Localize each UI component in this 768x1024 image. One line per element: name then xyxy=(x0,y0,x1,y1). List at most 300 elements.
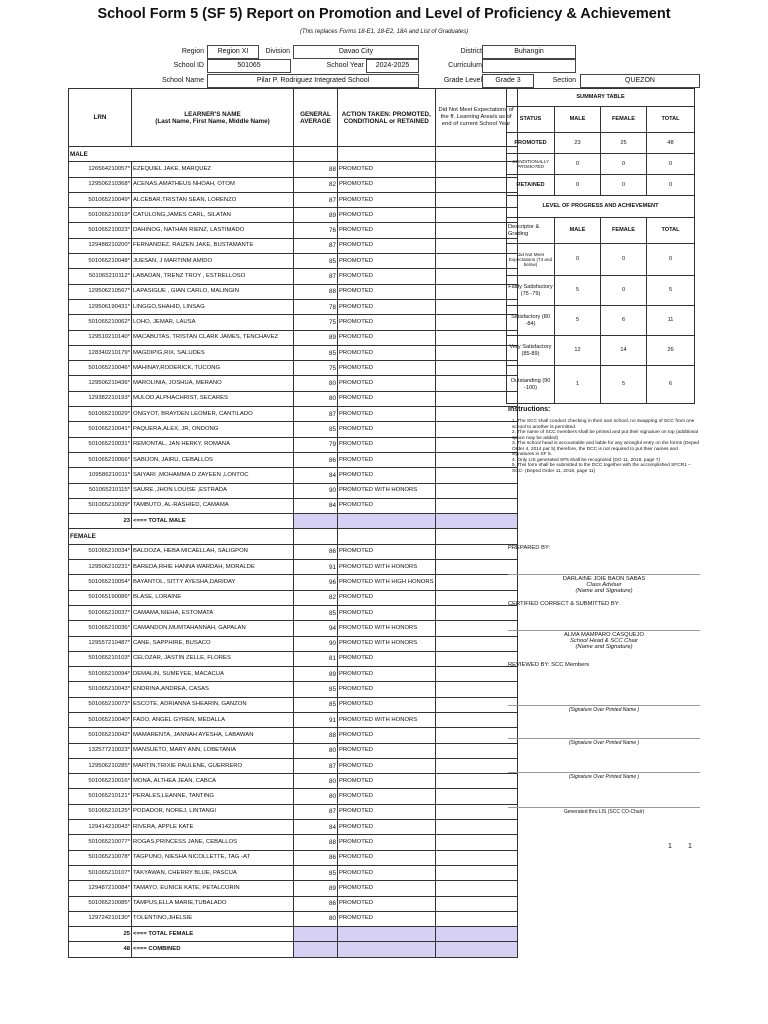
learner-lrn: 501065210031* xyxy=(69,437,132,452)
learner-name: RIVERA, APPLE KATE xyxy=(132,820,294,835)
learner-not-met xyxy=(435,299,517,314)
learner-lrn: 109586210011* xyxy=(69,468,132,483)
learner-action: PROMOTED xyxy=(338,667,436,682)
learner-lrn: 501065210036* xyxy=(69,621,132,636)
learner-average: 94 xyxy=(294,621,338,636)
learner-action: PROMOTED xyxy=(338,820,436,835)
learner-not-met xyxy=(435,896,517,911)
learner-lrn: 501065210041* xyxy=(69,422,132,437)
learner-not-met xyxy=(435,850,517,865)
learner-action: PROMOTED xyxy=(338,896,436,911)
learner-average: 88 xyxy=(294,835,338,850)
learner-not-met xyxy=(435,238,517,253)
learner-action: PROMOTED xyxy=(338,391,436,406)
learner-action: PROMOTED xyxy=(338,758,436,773)
learner-average: 81 xyxy=(294,651,338,666)
learner-action: PROMOTED xyxy=(338,254,436,269)
learner-action: PROMOTED xyxy=(338,437,436,452)
district-value: Buhangin xyxy=(482,45,576,59)
learner-row xyxy=(69,299,518,314)
head-name: ALMA MAMPARO CASQUEJO xyxy=(563,632,645,638)
learner-row xyxy=(69,896,518,911)
learner-lrn: 501065210054* xyxy=(69,575,132,590)
adviser-role: Class Adviser xyxy=(586,582,622,588)
learner-action: PROMOTED xyxy=(338,850,436,865)
learner-action: PROMOTED xyxy=(338,728,436,743)
total-header: TOTAL xyxy=(647,218,695,244)
learner-action: PROMOTED xyxy=(338,407,436,422)
learner-lrn: 501065210029* xyxy=(69,407,132,422)
learner-average: 87 xyxy=(294,238,338,253)
learner-average: 80 xyxy=(294,789,338,804)
learner-action: PROMOTED xyxy=(338,284,436,299)
learner-lrn: 501065210103* xyxy=(69,651,132,666)
learner-action: PROMOTED xyxy=(338,238,436,253)
learner-name: JUESAN, J MARTINM AMIDO xyxy=(132,254,294,269)
empty-cell xyxy=(338,927,436,942)
summary-total: 0 xyxy=(647,154,695,175)
lrn-header: LRN xyxy=(69,89,132,147)
instruction-item: 4. Only LIS generated SF5 shall be recognized (DO 11, 2018, page 7) xyxy=(512,457,661,463)
learner-lrn: 501065210115* xyxy=(69,483,132,498)
signature-line xyxy=(508,738,700,739)
learner-not-met xyxy=(435,437,517,452)
learner-action: PROMOTED xyxy=(338,269,436,284)
level-female: 6 xyxy=(601,306,647,336)
learner-average: 82 xyxy=(294,177,338,192)
learner-row xyxy=(69,804,518,819)
learner-name: TAMBUTO, AL-RASHIED, CAMAMA xyxy=(132,498,294,513)
form-subtitle: (This replaces Forms 18-E1, 18-E2, 18A and List of Graduates) xyxy=(299,29,469,35)
learner-average: 86 xyxy=(294,452,338,467)
learner-action: PROMOTED xyxy=(338,223,436,238)
level-female: 0 xyxy=(601,244,647,276)
female-section-label: FEMALE xyxy=(69,529,294,544)
summary-male: 0 xyxy=(555,175,601,196)
learner-lrn: 501065210077* xyxy=(69,835,132,850)
learner-average: 84 xyxy=(294,820,338,835)
learners-body xyxy=(69,147,518,958)
learner-lrn: 501065210016* xyxy=(69,774,132,789)
learner-not-met xyxy=(435,789,517,804)
learner-name: MACABUTAS, TRISTAN CLARK JAMES, TENCHAVEZ xyxy=(132,330,294,345)
prepared-by-label: PREPARED BY: xyxy=(508,545,551,551)
learner-row xyxy=(69,192,518,207)
learner-lrn: 501065210094* xyxy=(69,667,132,682)
level-total: 11 xyxy=(647,306,695,336)
learner-row xyxy=(69,835,518,850)
learner-not-met xyxy=(435,820,517,835)
level-male: 1 xyxy=(555,366,601,404)
learner-lrn: 501065210039* xyxy=(69,498,132,513)
learner-name: LAPASIGUE , GIAN CARLO, MALINGIN xyxy=(132,284,294,299)
learner-row xyxy=(69,865,518,880)
learner-not-met xyxy=(435,192,517,207)
district-label: District xyxy=(460,48,482,55)
learners-table xyxy=(68,88,518,958)
empty-cell xyxy=(338,147,436,162)
signature-line xyxy=(508,705,700,706)
learner-average: 85 xyxy=(294,254,338,269)
summary-male: 0 xyxy=(555,154,601,175)
learner-not-met xyxy=(435,315,517,330)
summary-female: 25 xyxy=(601,133,647,154)
learner-average: 82 xyxy=(294,590,338,605)
learner-name: BAREDA,RHIE HANNA WARDAH, MORALDE xyxy=(132,560,294,575)
learner-name: ENDRINA,ANDREA, CASAS xyxy=(132,682,294,697)
combined-row xyxy=(69,942,518,957)
learner-name: DAHINOG, NATHAN RIENZ, LASTIMADO xyxy=(132,223,294,238)
instruction-item: 1. The SCC shall conduct checking in their own school, no swapping of SCC from one school to another is permitted. xyxy=(512,419,695,430)
printed-name-2: (Signature Over Printed Name ) xyxy=(568,740,640,746)
learner-average: 80 xyxy=(294,391,338,406)
learner-not-met xyxy=(435,468,517,483)
combined-row-count: 48 xyxy=(69,942,132,957)
learner-average: 80 xyxy=(294,376,338,391)
learner-action: PROMOTED xyxy=(338,208,436,223)
learner-row xyxy=(69,468,518,483)
average-header: GENERAL AVERAGE xyxy=(294,89,338,147)
learner-average: 89 xyxy=(294,208,338,223)
learner-name: BLASE, LORAINE xyxy=(132,590,294,605)
learner-not-met xyxy=(435,682,517,697)
learner-action: PROMOTED xyxy=(338,911,436,926)
learner-not-met xyxy=(435,254,517,269)
learner-action: PROMOTED xyxy=(338,865,436,880)
learner-action: PROMOTED xyxy=(338,804,436,819)
learner-name: TOLENTINO,JHELSIE xyxy=(132,911,294,926)
learner-not-met xyxy=(435,621,517,636)
learner-average: 90 xyxy=(294,636,338,651)
learner-not-met xyxy=(435,865,517,880)
learner-lrn: 501065210034* xyxy=(69,544,132,559)
learner-not-met xyxy=(435,667,517,682)
learner-action: PROMOTED WITH HONORS xyxy=(338,636,436,651)
learner-lrn: 129724210130* xyxy=(69,911,132,926)
level-male: 5 xyxy=(555,276,601,306)
learner-row xyxy=(69,269,518,284)
learner-average: 85 xyxy=(294,697,338,712)
learner-lrn: 129506210285* xyxy=(69,758,132,773)
level-male: 12 xyxy=(555,336,601,366)
learner-not-met xyxy=(435,452,517,467)
learner-action: PROMOTED xyxy=(338,743,436,758)
learner-name: REMONTAL, JAN HERKY, ROMANA xyxy=(132,437,294,452)
learner-action: PROMOTED xyxy=(338,345,436,360)
learner-action: PROMOTED xyxy=(338,376,436,391)
learner-action: PROMOTED xyxy=(338,590,436,605)
empty-cell xyxy=(338,514,436,529)
learner-name: TAMPUS,ELLA MARIE,TUBALADO xyxy=(132,896,294,911)
learner-action: PROMOTED xyxy=(338,452,436,467)
learner-not-met xyxy=(435,162,517,177)
learner-row xyxy=(69,728,518,743)
learner-row xyxy=(69,437,518,452)
learner-average: 84 xyxy=(294,498,338,513)
learner-action: PROMOTED xyxy=(338,330,436,345)
level-descriptor: Fairly Satisfactory (75 -79) xyxy=(507,276,555,306)
learner-average: 91 xyxy=(294,560,338,575)
level-total: 6 xyxy=(647,366,695,404)
learner-row xyxy=(69,758,518,773)
learner-name: DEMALIN, SUMEYEE, MACACUA xyxy=(132,667,294,682)
reviewed-label: REVIEWED BY: SCC Members xyxy=(508,662,590,668)
not-met-header: Did Not Meet Expectations of the ff. Learning Area/s as of end of current School Year xyxy=(435,89,517,147)
summary-female: 0 xyxy=(601,175,647,196)
learner-action: PROMOTED xyxy=(338,697,436,712)
learner-average: 90 xyxy=(294,483,338,498)
learner-lrn: 501065210037* xyxy=(69,605,132,620)
school-year-label: School Year xyxy=(326,62,364,69)
empty-cell xyxy=(435,529,517,544)
learner-row xyxy=(69,820,518,835)
learner-name: FADO, ANGEL GYREN, MEDALLA xyxy=(132,712,294,727)
learner-row xyxy=(69,452,518,467)
learner-not-met xyxy=(435,269,517,284)
learner-not-met xyxy=(435,284,517,299)
learner-lrn: 501065210125* xyxy=(69,804,132,819)
female-header: FEMALE xyxy=(601,218,647,244)
name-header: LEARNER'S NAME (Last Name, First Name, Middle Name) xyxy=(132,89,294,147)
learner-name: TAKYAWAN, CHERRY BLUE, PASCUA xyxy=(132,865,294,880)
learner-lrn: 129488210200* xyxy=(69,238,132,253)
male-section-label: MALE xyxy=(69,147,294,162)
grade-level-value: Grade 3 xyxy=(482,74,534,88)
learner-action: PROMOTED WITH HIGH HONORS xyxy=(338,575,436,590)
learner-lrn: 129506190431* xyxy=(69,299,132,314)
learner-action: PROMOTED xyxy=(338,498,436,513)
learner-name: MAROLINIA, JOSHUA, MERANO xyxy=(132,376,294,391)
learner-lrn: 501065210040* xyxy=(69,712,132,727)
learner-lrn: 129414210043* xyxy=(69,820,132,835)
learner-name: PODADOR, NOREJ, LINTANGI xyxy=(132,804,294,819)
learner-action: PROMOTED xyxy=(338,192,436,207)
total-female-row-count: 25 xyxy=(69,927,132,942)
learner-lrn: 501065210121* xyxy=(69,789,132,804)
learner-average: 85 xyxy=(294,865,338,880)
learner-row xyxy=(69,345,518,360)
learner-not-met xyxy=(435,376,517,391)
instructions-list xyxy=(508,419,700,474)
learner-name: MAMARENTA, JANNAH AYESHA, LABAWAN xyxy=(132,728,294,743)
learner-name: MARTIN,TRIXIE PAULENE, GUERRERO xyxy=(132,758,294,773)
head-block xyxy=(508,632,700,650)
learner-average: 85 xyxy=(294,605,338,620)
learner-not-met xyxy=(435,774,517,789)
status-header: STATUS xyxy=(507,107,555,133)
learner-not-met xyxy=(435,544,517,559)
action-header: ACTION TAKEN: PROMOTED, CONDITIONAL or RETAINED xyxy=(338,89,436,147)
learner-name: SAIYARI ,MOHAMMA D ZAYEEN ,LONTOC xyxy=(132,468,294,483)
learner-average: 88 xyxy=(294,162,338,177)
learner-lrn: 501065210066* xyxy=(69,452,132,467)
total-male-row xyxy=(69,514,518,529)
level-descriptor: Outstanding (90 -100) xyxy=(507,366,555,404)
header-fields xyxy=(0,44,768,88)
learner-not-met xyxy=(435,835,517,850)
printed-name-1: (Signature Over Printed Name ) xyxy=(568,707,640,713)
learner-average: 84 xyxy=(294,468,338,483)
learner-name: CANE, SAPPHIRE, BUSACO xyxy=(132,636,294,651)
learner-not-met xyxy=(435,911,517,926)
grade-level-label: Grade Level xyxy=(443,77,482,84)
level-female: 14 xyxy=(601,336,647,366)
learner-row xyxy=(69,177,518,192)
learner-action: PROMOTED xyxy=(338,881,436,896)
learner-name: PAQUERA,ALEX, JR, ONDONG xyxy=(132,422,294,437)
summary-table xyxy=(506,88,695,404)
learner-row xyxy=(69,223,518,238)
levels-title: LEVEL OF PROGRESS AND ACHIEVEMENT xyxy=(507,196,695,218)
learner-action: PROMOTED xyxy=(338,774,436,789)
total-male-row-count: 23 xyxy=(69,514,132,529)
learner-name: FERNANDEZ, RAIZEN JAKE, BUSTAMANTE xyxy=(132,238,294,253)
learner-not-met xyxy=(435,330,517,345)
total-header: TOTAL xyxy=(647,107,695,133)
learner-row xyxy=(69,712,518,727)
learner-row xyxy=(69,667,518,682)
learner-not-met xyxy=(435,483,517,498)
learner-lrn: 501065210048* xyxy=(69,254,132,269)
male-section xyxy=(69,147,518,162)
learner-not-met xyxy=(435,361,517,376)
empty-cell xyxy=(294,927,338,942)
learner-not-met xyxy=(435,177,517,192)
learner-action: PROMOTED WITH HONORS xyxy=(338,483,436,498)
printed-name-3: (Signature Over Printed Name ) xyxy=(568,774,640,780)
learner-name: ONGYOT, BRAYDEN LEOMER, CANTILADO xyxy=(132,407,294,422)
learner-row xyxy=(69,376,518,391)
learner-row xyxy=(69,911,518,926)
learner-row xyxy=(69,789,518,804)
learner-row xyxy=(69,575,518,590)
learner-not-met xyxy=(435,743,517,758)
instructions xyxy=(508,406,700,474)
learner-not-met xyxy=(435,498,517,513)
summary-status: RETAINED xyxy=(507,175,555,196)
learner-lrn: 501065210078* xyxy=(69,850,132,865)
summary-status: PROMOTED xyxy=(507,133,555,154)
signature-line xyxy=(508,630,700,631)
empty-cell xyxy=(294,147,338,162)
page-total: 1 xyxy=(688,843,692,850)
curriculum-value xyxy=(482,59,576,73)
learner-average: 88 xyxy=(294,728,338,743)
empty-cell xyxy=(435,147,517,162)
learner-lrn: 501065210043* xyxy=(69,682,132,697)
learner-lrn: 501065210107* xyxy=(69,865,132,880)
learner-row xyxy=(69,636,518,651)
adviser-name: DARLAINE JOIE BAON SABAS xyxy=(562,576,646,582)
female-header: FEMALE xyxy=(601,107,647,133)
empty-cell xyxy=(435,514,517,529)
learner-action: PROMOTED xyxy=(338,544,436,559)
learner-average: 76 xyxy=(294,223,338,238)
learner-lrn: 129382210193* xyxy=(69,391,132,406)
head-role: School Head & SCC Chair xyxy=(570,638,638,644)
school-name-value: Pilar P. Rodriguez Integrated School xyxy=(207,74,419,88)
learner-lrn: 129506210567* xyxy=(69,284,132,299)
learner-average: 96 xyxy=(294,575,338,590)
learner-average: 87 xyxy=(294,804,338,819)
learner-row xyxy=(69,850,518,865)
female-section xyxy=(69,529,518,544)
learner-row xyxy=(69,407,518,422)
learner-lrn: 501065190086* xyxy=(69,590,132,605)
summary-title: SUMMARY TABLE xyxy=(507,89,695,107)
learner-not-met xyxy=(435,345,517,360)
learner-action: PROMOTED xyxy=(338,789,436,804)
learner-average: 78 xyxy=(294,299,338,314)
section-value: QUEZON xyxy=(580,74,700,88)
learner-row xyxy=(69,590,518,605)
learner-name: MANSUETO, MARY ANN, LOBETANIA xyxy=(132,743,294,758)
learner-lrn: 129506210368* xyxy=(69,177,132,192)
learner-action: PROMOTED xyxy=(338,835,436,850)
learner-action: PROMOTED xyxy=(338,468,436,483)
learner-name: CATULONG,JAMES CARL, SILATAN xyxy=(132,208,294,223)
level-descriptor: Very Satisfactory (85-89) xyxy=(507,336,555,366)
learner-row xyxy=(69,330,518,345)
learner-average: 87 xyxy=(294,269,338,284)
learner-average: 80 xyxy=(294,743,338,758)
region-label: Region xyxy=(181,48,204,55)
division-label: Division xyxy=(265,48,290,55)
learner-row xyxy=(69,544,518,559)
learner-row xyxy=(69,361,518,376)
learner-row xyxy=(69,621,518,636)
level-female: 5 xyxy=(601,366,647,404)
level-male: 5 xyxy=(555,306,601,336)
empty-cell xyxy=(294,942,338,957)
total-male-row-label: <=== TOTAL MALE xyxy=(132,514,294,529)
learner-lrn: 129487210084* xyxy=(69,881,132,896)
learner-average: 87 xyxy=(294,192,338,207)
signature-line xyxy=(508,807,700,808)
school-id-label: School ID xyxy=(173,62,204,69)
level-descriptor: Did Not Meet Expectations (74 and below) xyxy=(507,244,555,276)
learner-average: 87 xyxy=(294,407,338,422)
instruction-item: 3. The school head is accountable and liable for any wrongful entry on the forms (Deped Order 4, 2014 par 5) therefore, the DCC is not required to put their names and signatures in SF 5. xyxy=(512,441,700,457)
learner-not-met xyxy=(435,636,517,651)
learner-average: 85 xyxy=(294,682,338,697)
section-label: Section xyxy=(552,77,576,84)
learner-lrn: 501065210042* xyxy=(69,728,132,743)
learner-name: LINGGO,SHAHID, LINSAG xyxy=(132,299,294,314)
learner-not-met xyxy=(435,697,517,712)
level-descriptor: Satisfactory (80 -84) xyxy=(507,306,555,336)
instructions-title: Instructions: xyxy=(508,406,551,413)
learner-row xyxy=(69,774,518,789)
learner-row xyxy=(69,284,518,299)
combined-row-label: <=== COMBINED xyxy=(132,942,294,957)
learner-lrn: 128340210179* xyxy=(69,345,132,360)
learner-lrn: 501065210085* xyxy=(69,896,132,911)
summary-status: CONDITIONALLY PROMOTED xyxy=(507,154,555,175)
instruction-item: 5. This form shall be submitted to the DCC together with the accomplished SFCR1 – SCC- (Deped Order 11, 2018, page 11) xyxy=(512,463,691,474)
learner-lrn: 501065210046* xyxy=(69,361,132,376)
learner-name: TAGPUNO, NIESHA NICOLLETTE, TAG -AT xyxy=(132,850,294,865)
learner-action: PROMOTED xyxy=(338,299,436,314)
learner-average: 75 xyxy=(294,315,338,330)
learner-row xyxy=(69,605,518,620)
learner-name: ROGAS,PRINCESS JANE, CEBALLOS xyxy=(132,835,294,850)
adviser-sig-caption: (Name and Signature) xyxy=(575,588,633,594)
learner-action: PROMOTED xyxy=(338,605,436,620)
learner-name: ALCEBAR,TRISTAN SEAN, LORENZO xyxy=(132,192,294,207)
learner-average: 86 xyxy=(294,850,338,865)
learner-average: 80 xyxy=(294,774,338,789)
